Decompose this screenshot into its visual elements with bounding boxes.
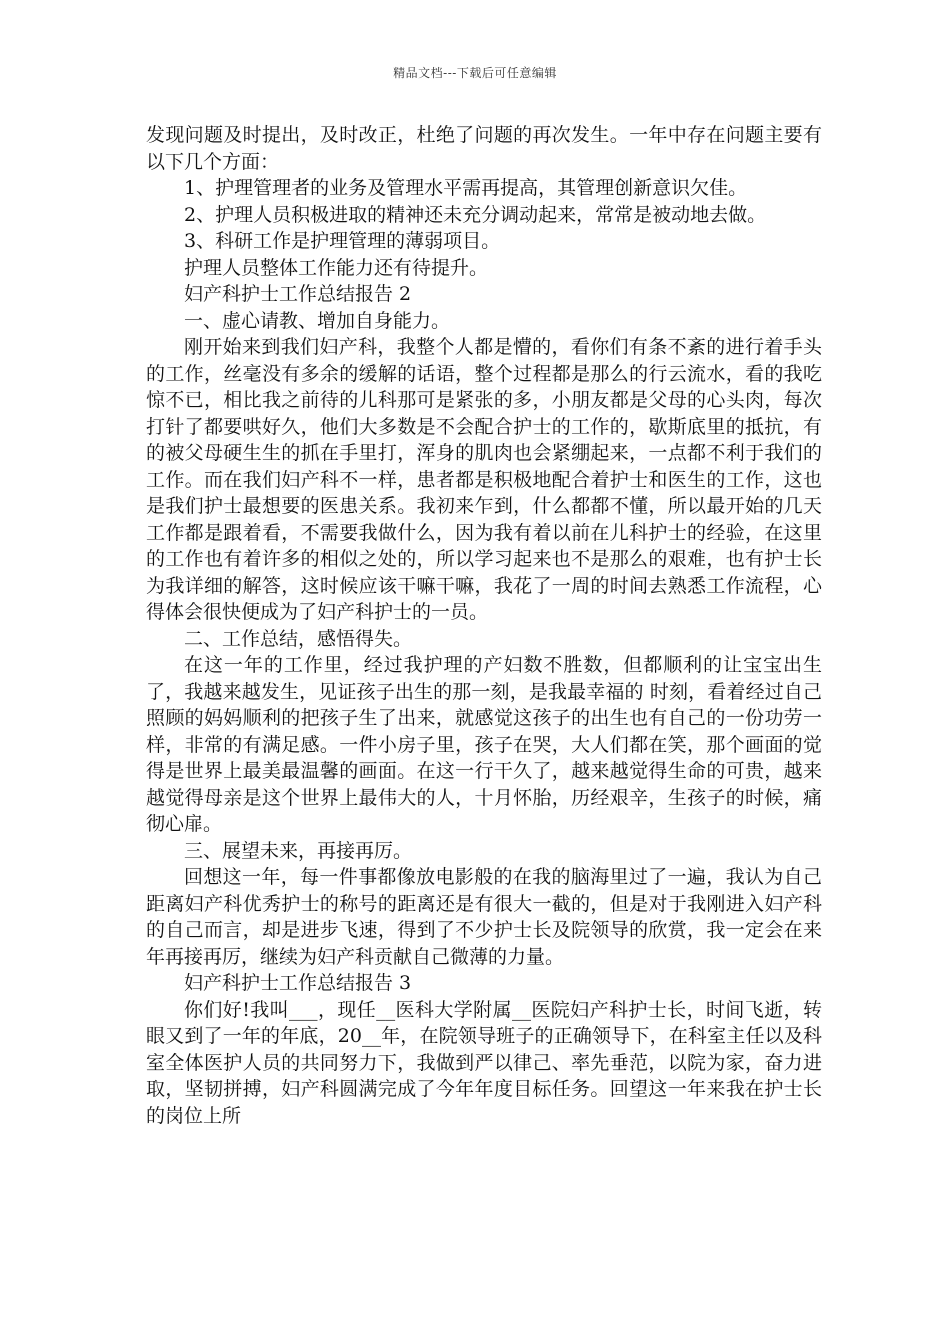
section-heading: 妇产科护士工作总结报告 3 — [184, 972, 412, 994]
document-body — [146, 122, 822, 1129]
paragraph: 1、护理管理者的业务及管理水平需再提高，其管理创新意识欠佳。 — [184, 177, 748, 199]
paragraph: 护理人员整体工作能力还有待提升。 — [184, 256, 489, 279]
paragraph: 发现问题及时提出，及时改正，杜绝了问题的再次发生。一年中存在问题主要有以下几个方面： — [146, 124, 822, 173]
paragraph: 在这一年的工作里，经过我护理的产妇数不胜数，但都顺利的让宝宝出生了，我越来越发生，见证孩子出生的那一刻，是我最幸福的 时刻，看着经过自己照顾的妈妈顺利的把孩子生了出来，就感觉这孩子的出生也有自己的一份功劳一样，非常的有满足感。一件小房子里，孩子在哭，大人们都在笑，那个画面的觉得是世界上最美最温馨的画面。在这一行干久了，越来越觉得生命的可贵，越来越觉得母亲是这个世界上最伟大的人，十月怀胎，历经艰辛，生孩子的时候，痛彻心扉。 — [146, 654, 822, 835]
paragraph: 回想这一年，每一件事都像放电影般的在我的脑海里过了一遍，我认为自己距离妇产科优秀护士的称号的距离还是有很大一截的，但是对于我刚进入妇产科的自己而言，却是进步飞速，得到了不少护士长及院领导的欣赏，我一定会在来年再接再厉，继续为妇产科贡献自己微薄的力量。 — [146, 866, 822, 968]
subsection-heading: 二、工作总结，感悟得失。 — [184, 627, 413, 650]
section-heading: 妇产科护士工作总结报告 2 — [184, 283, 412, 305]
subsection-heading: 一、虚心请教、增加自身能力。 — [184, 309, 451, 332]
paragraph: 3、科研工作是护理管理的薄弱项目。 — [184, 230, 501, 252]
page-header: 精品文档---下载后可任意编辑 — [393, 66, 557, 80]
paragraph: 你们好!我叫___，现任__医科大学附属__医院妇产科护士长，时间飞逝，转眼又到了一年的年底，20__年，在院领导班子的正确领导下，在科室主任以及科室全体医护人员的共同努力下，我做到严以律己、率先垂范，以院为家，奋力进取，坚韧拼搏，妇产科圆满完成了今年年度目标任务。回望这一年来我在护士长的岗位上所 — [146, 998, 822, 1127]
subsection-heading: 三、展望未来，再接再厉。 — [184, 839, 413, 862]
paragraph: 刚开始来到我们妇产科，我整个人都是懵的，看你们有条不紊的进行着手头的工作，丝毫没有多余的缓解的话语，整个过程都是那么的行云流水，看的我吃惊不已，相比我之前待的儿科那可是紧张的多，小朋友都是父母的心头肉，每次打针了都要哄好久，他们大多数是不会配合护士的工作的，歇斯底里的抵抗，有的被父母硬生生的抓在手里打，浑身的肌肉也会紧绷起来，一点都不利于我们的工作。而在我们妇产科不一样，患者都是积极地配合着护士和医生的工作，这也是我们护士最想要的医患关系。我初来乍到，什么都都不懂，所以最开始的几天工作都是跟着看，不需要我做什么，因为我有着以前在儿科护士的经验，在这里的工作也有着许多的相似之处的，所以学习起来也不是那么的艰难，也有护士长为我详细的解答，这时候应该干嘛干嘛，我花了一周的时间去熟悉工作流程，心得体会很快便成为了妇产科护士的一员。 — [146, 336, 822, 623]
paragraph: 2、护理人员积极进取的精神还未充分调动起来，常常是被动地去做。 — [184, 203, 767, 226]
